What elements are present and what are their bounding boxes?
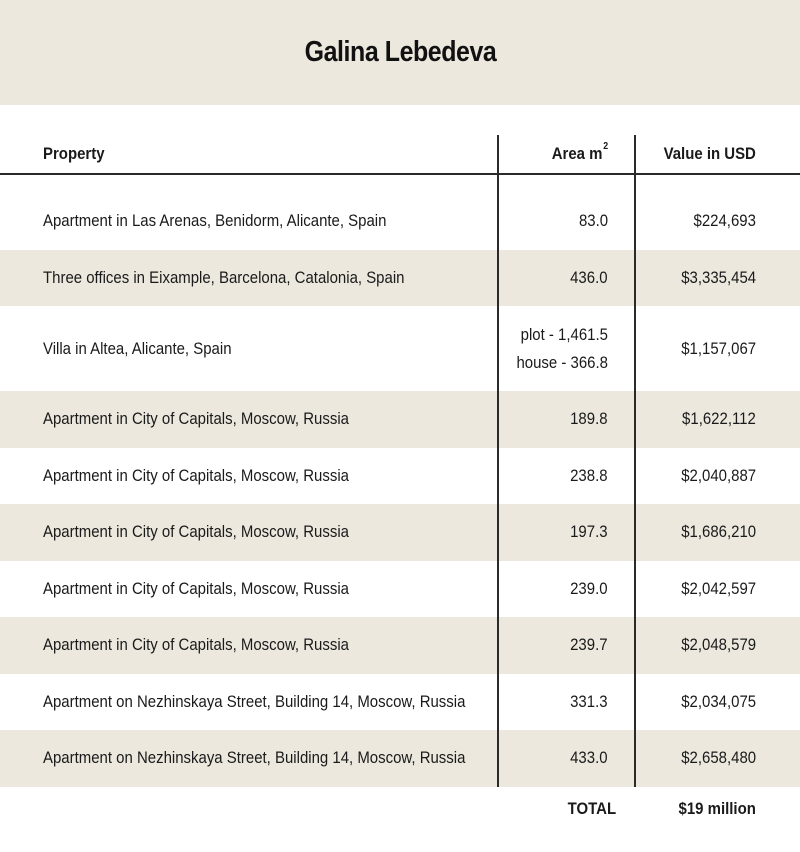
area-text: 239.7 [570,635,608,655]
spacer-cell [0,175,497,193]
total-value: $19 million [678,798,756,818]
property-cell [0,448,497,505]
area-text: 189.8 [570,409,608,429]
area-text: 436.0 [570,267,608,287]
header-property [0,135,497,173]
property-cell [0,730,497,787]
area-text: 331.3 [570,691,608,711]
property-text: Apartment in City of Capitals, Moscow, Russia [43,635,349,655]
table-row [0,250,800,307]
area-cell [497,250,634,307]
property-table [0,135,800,831]
property-cell [0,617,497,674]
property-cell [0,391,497,448]
property-text: Apartment in Las Arenas, Benidorm, Alicante, Spain [43,211,387,231]
area-cell [497,617,634,674]
value-cell [634,391,800,448]
value-cell [634,504,800,561]
table-row [0,193,800,250]
header-area-label [551,141,608,164]
area-cell [497,674,634,731]
value-cell [634,617,800,674]
value-cell [634,561,800,618]
area-text: 433.0 [570,748,608,768]
property-text: Apartment on Nezhinskaya Street, Building 14, Moscow, Russia [43,748,466,768]
header-property-label: Property [43,144,105,163]
table-header-row [0,135,800,175]
total-label: TOTAL [567,798,616,818]
table-row [0,504,800,561]
property-cell [0,674,497,731]
page-title: Galina Lebedeva [304,36,496,68]
property-text: Villa in Altea, Alicante, Spain [43,338,232,358]
total-row [0,787,800,831]
area-text: 197.3 [570,522,608,542]
area-cell [497,306,634,391]
area-cell [497,193,634,250]
value-text: $3,335,454 [681,267,756,287]
area-cell [497,561,634,618]
area-text: 83.0 [578,211,608,231]
header-value-label: Value in USD [663,144,756,163]
value-text: $2,040,887 [681,465,756,485]
header-area-superscript: 2 [603,141,608,152]
value-text: $1,686,210 [681,522,756,542]
table-body [0,193,800,787]
table-row [0,306,800,391]
area-cell [497,504,634,561]
value-cell [634,674,800,731]
property-cell [0,250,497,307]
title-band [0,0,800,105]
area-cell [497,391,634,448]
property-text: Apartment in City of Capitals, Moscow, Russia [43,578,349,598]
property-cell [0,193,497,250]
table-row [0,730,800,787]
property-text: Apartment in City of Capitals, Moscow, Russia [43,409,349,429]
value-cell [634,193,800,250]
header-area-text: Area m [551,144,603,163]
value-text: $224,693 [693,211,756,231]
header-value [634,135,800,173]
value-text: $2,048,579 [681,635,756,655]
property-text: Apartment on Nezhinskaya Street, Building 14, Moscow, Russia [43,691,466,711]
property-cell [0,504,497,561]
total-empty-cell [0,787,497,831]
property-text: Apartment in City of Capitals, Moscow, Russia [43,522,349,542]
table-row [0,448,800,505]
value-text: $1,622,112 [682,409,756,429]
property-text: Apartment in City of Capitals, Moscow, Russia [43,465,349,485]
property-cell [0,561,497,618]
area-text: 239.0 [570,578,608,598]
table-row [0,674,800,731]
value-text: $2,034,075 [681,691,756,711]
area-cell [497,730,634,787]
spacer-cell [634,175,800,193]
value-text: $2,042,597 [681,578,756,598]
table-row [0,561,800,618]
table-spacer [0,175,800,193]
total-label-cell [497,787,634,831]
value-cell [634,448,800,505]
value-text: $1,157,067 [681,338,756,358]
value-text: $2,658,480 [681,748,756,768]
value-cell [634,730,800,787]
table-row [0,391,800,448]
area-text: plot - 1,461.5 [520,324,608,344]
spacer-cell [497,175,634,193]
area-multi [517,321,608,377]
table-row [0,617,800,674]
area-text-secondary: house - 366.8 [516,352,608,372]
property-cell [0,306,497,391]
total-value-cell [634,787,800,831]
value-cell [634,250,800,307]
area-cell [497,448,634,505]
value-cell [634,306,800,391]
header-area [497,135,634,173]
area-text: 238.8 [570,465,608,485]
property-text: Three offices in Eixample, Barcelona, Catalonia, Spain [43,267,405,287]
